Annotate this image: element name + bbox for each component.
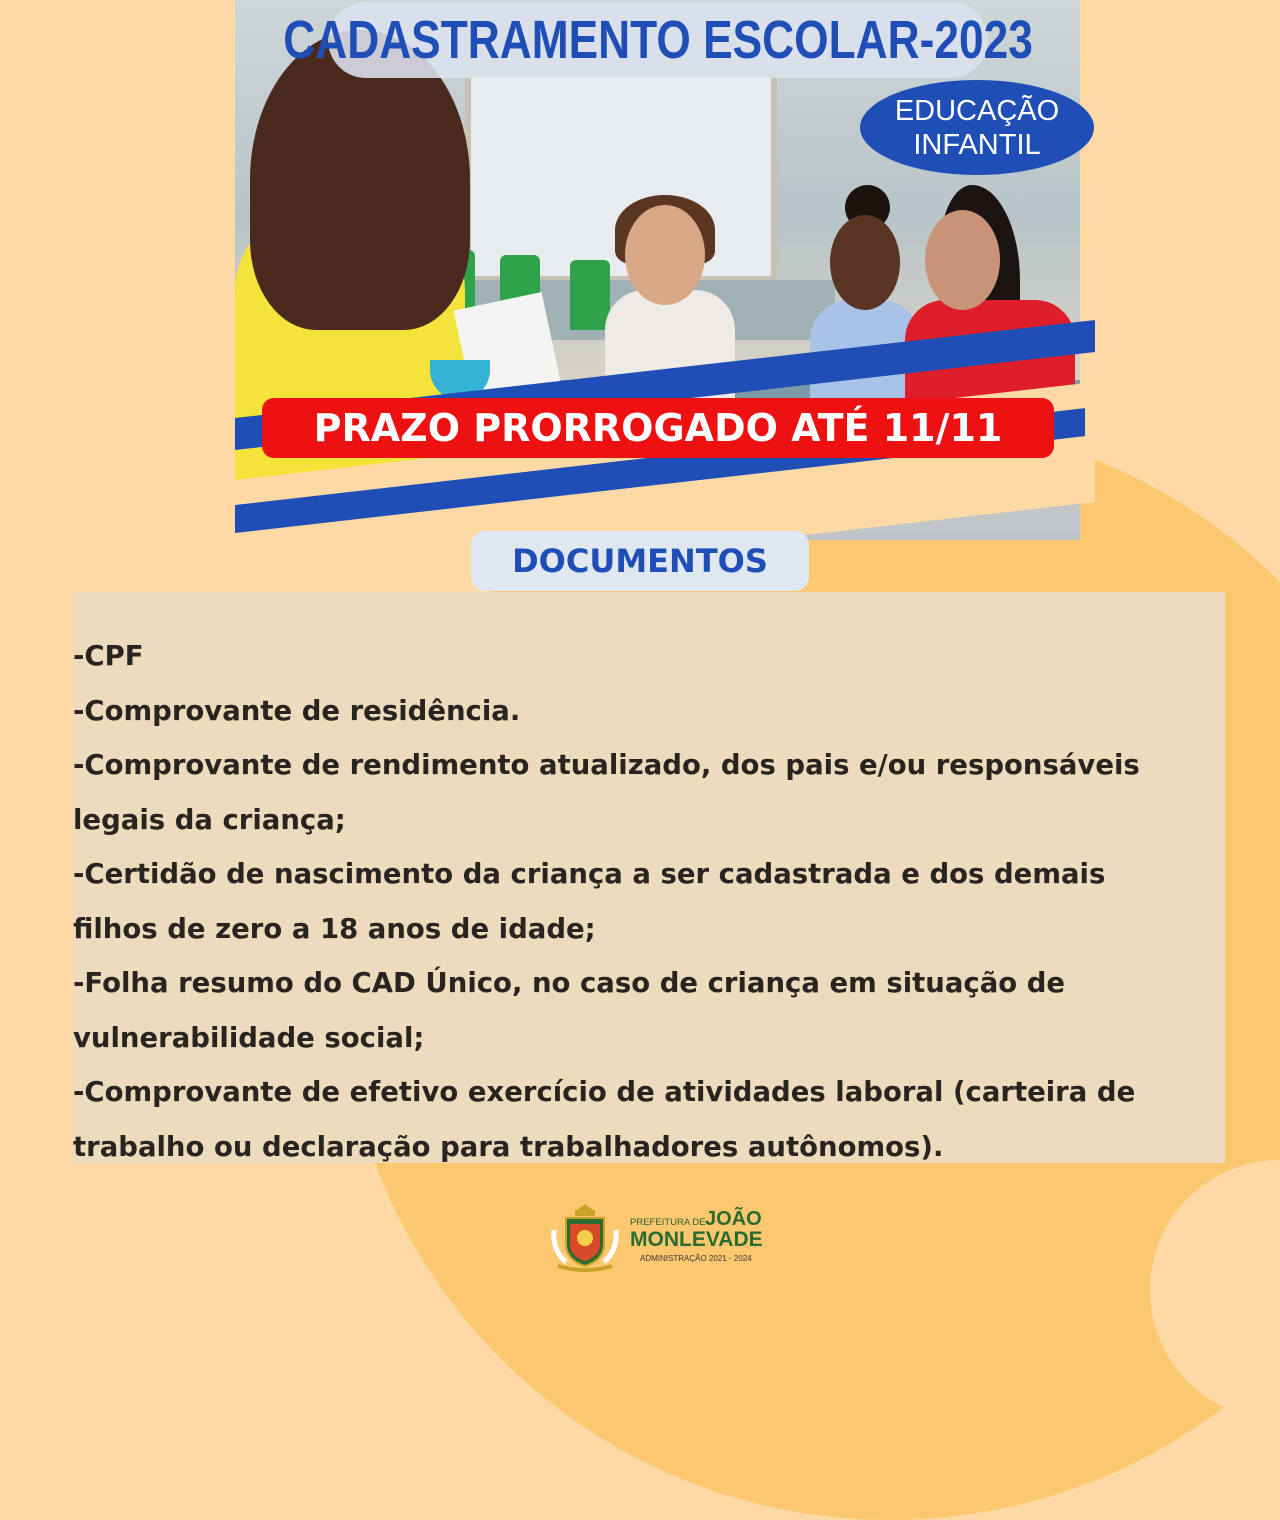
photo-chair: [570, 260, 610, 330]
document-line: -Comprovante de efetivo exercício de atividades laboral (carteira de: [73, 1076, 1136, 1108]
document-line: legais da criança;: [73, 803, 346, 836]
title-banner: [283, 2, 1033, 78]
logo-prefix: PREFEITURA DE: [630, 1217, 706, 1228]
document-line: vulnerabilidade social;: [73, 1021, 425, 1054]
document-line: trabalho ou declaração para trabalhadores autônomos).: [73, 1130, 944, 1163]
category-line-1: EDUCAÇÃO: [894, 94, 1060, 127]
documents-heading-pill: [471, 531, 809, 591]
document-line: -Comprovante de residência.: [73, 694, 521, 727]
document-line: -Certidão de nascimento da criança a ser cadastrada e dos demais: [73, 858, 1106, 890]
city-hall-logo: [548, 1200, 788, 1275]
crest-icon: [548, 1200, 622, 1272]
logo-name-line-2: MONLEVADE: [630, 1228, 763, 1251]
documents-box: [73, 592, 1225, 1163]
logo-name-line-1: JOÃO: [705, 1208, 762, 1230]
deadline-banner: [262, 398, 1054, 458]
document-line: -CPF: [73, 640, 144, 672]
document-line: -Folha resumo do CAD Único, no caso de criança em situação de: [73, 967, 1066, 999]
category-badge: [860, 80, 1094, 175]
document-line: -Comprovante de rendimento atualizado, dos pais e/ou responsáveis: [73, 749, 1140, 781]
logo-administration: ADMINISTRAÇÃO 2021 - 2024: [640, 1254, 752, 1263]
deadline-text: PRAZO PRORROGADO ATÉ 11/11: [313, 406, 1003, 450]
documents-heading: DOCUMENTOS: [512, 542, 768, 580]
page-title: CADASTRAMENTO ESCOLAR-2023: [283, 10, 1033, 70]
documents-list: [73, 629, 1183, 1174]
category-line-2: INFANTIL: [913, 128, 1041, 161]
document-line: filhos de zero a 18 anos de idade;: [73, 912, 596, 945]
